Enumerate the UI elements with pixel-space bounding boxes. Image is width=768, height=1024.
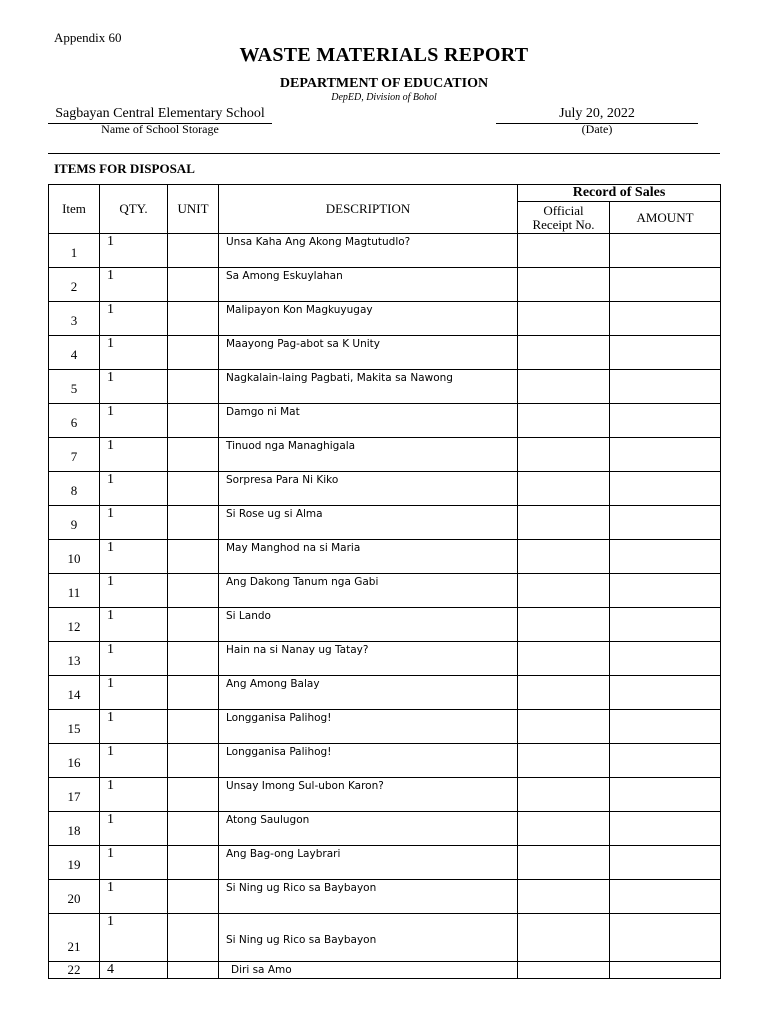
qty-cell: 1 bbox=[100, 642, 168, 676]
unit-cell bbox=[168, 812, 219, 846]
receipt-cell bbox=[518, 370, 610, 404]
amount-cell bbox=[610, 744, 721, 778]
qty-cell: 4 bbox=[100, 962, 168, 979]
section-title: ITEMS FOR DISPOSAL bbox=[54, 161, 195, 176]
table-row bbox=[49, 778, 721, 812]
description-cell: Si Lando bbox=[219, 608, 518, 642]
receipt-cell bbox=[518, 812, 610, 846]
qty-cell: 1 bbox=[100, 370, 168, 404]
receipt-cell bbox=[518, 846, 610, 880]
unit-cell bbox=[168, 846, 219, 880]
department-name: DEPARTMENT OF EDUCATION bbox=[279, 76, 489, 91]
receipt-cell bbox=[518, 540, 610, 574]
description-cell: Ang Dakong Tanum nga Gabi bbox=[219, 574, 518, 608]
unit-cell bbox=[168, 962, 219, 979]
item-cell: 19 bbox=[49, 846, 100, 880]
unit-cell bbox=[168, 472, 219, 506]
receipt-cell bbox=[518, 234, 610, 268]
receipt-cell bbox=[518, 608, 610, 642]
amount-cell bbox=[610, 506, 721, 540]
table-row bbox=[49, 540, 721, 574]
header-official-receipt-line2: Receipt No. bbox=[532, 216, 595, 232]
unit-cell bbox=[168, 506, 219, 540]
amount-cell bbox=[610, 812, 721, 846]
amount-cell bbox=[610, 336, 721, 370]
table-row bbox=[49, 404, 721, 438]
table-row bbox=[49, 710, 721, 744]
unit-cell bbox=[168, 778, 219, 812]
header-item: Item bbox=[49, 185, 100, 234]
unit-cell bbox=[168, 302, 219, 336]
qty-cell: 1 bbox=[100, 812, 168, 846]
unit-cell bbox=[168, 710, 219, 744]
description-cell: Ang Bag-ong Laybrari bbox=[219, 846, 518, 880]
receipt-cell bbox=[518, 880, 610, 914]
qty-cell: 1 bbox=[100, 404, 168, 438]
description-cell: Longganisa Palihog! bbox=[219, 710, 518, 744]
description-cell: Atong Saulugon bbox=[219, 812, 518, 846]
table-row bbox=[49, 336, 721, 370]
qty-cell: 1 bbox=[100, 846, 168, 880]
item-cell: 10 bbox=[49, 540, 100, 574]
amount-cell bbox=[610, 540, 721, 574]
item-cell: 9 bbox=[49, 506, 100, 540]
unit-cell bbox=[168, 370, 219, 404]
item-cell: 8 bbox=[49, 472, 100, 506]
item-cell: 13 bbox=[49, 642, 100, 676]
divider bbox=[48, 153, 720, 154]
header-description: DESCRIPTION bbox=[219, 185, 518, 234]
qty-cell: 1 bbox=[100, 336, 168, 370]
amount-cell bbox=[610, 404, 721, 438]
amount-cell bbox=[610, 608, 721, 642]
school-storage-label: Name of School Storage bbox=[101, 122, 219, 136]
header-amount: AMOUNT bbox=[610, 202, 721, 234]
amount-cell bbox=[610, 710, 721, 744]
receipt-cell bbox=[518, 710, 610, 744]
unit-cell bbox=[168, 880, 219, 914]
receipt-cell bbox=[518, 472, 610, 506]
description-cell: Si Rose ug si Alma bbox=[219, 506, 518, 540]
description-cell: Sa Among Eskuylahan bbox=[219, 268, 518, 302]
school-storage-value: Sagbayan Central Elementary School bbox=[48, 106, 272, 124]
receipt-cell bbox=[518, 438, 610, 472]
qty-cell: 1 bbox=[100, 608, 168, 642]
amount-cell bbox=[610, 472, 721, 506]
unit-cell bbox=[168, 608, 219, 642]
description-cell: Sorpresa Para Ni Kiko bbox=[219, 472, 518, 506]
qty-cell: 1 bbox=[100, 438, 168, 472]
table-row bbox=[49, 846, 721, 880]
description-cell: Si Ning ug Rico sa Baybayon bbox=[219, 880, 518, 914]
receipt-cell bbox=[518, 914, 610, 962]
table-row bbox=[49, 744, 721, 778]
table-row bbox=[49, 268, 721, 302]
table-row bbox=[49, 880, 721, 914]
receipt-cell bbox=[518, 302, 610, 336]
unit-cell bbox=[168, 914, 219, 962]
amount-cell bbox=[610, 438, 721, 472]
item-cell: 5 bbox=[49, 370, 100, 404]
report-title: WASTE MATERIALS REPORT bbox=[239, 44, 529, 66]
receipt-cell bbox=[518, 744, 610, 778]
item-cell: 14 bbox=[49, 676, 100, 710]
item-cell: 11 bbox=[49, 574, 100, 608]
description-cell: Hain na si Nanay ug Tatay? bbox=[219, 642, 518, 676]
receipt-cell bbox=[518, 962, 610, 979]
receipt-cell bbox=[518, 778, 610, 812]
header-official-receipt-line1: Official bbox=[543, 202, 584, 218]
amount-cell bbox=[610, 778, 721, 812]
unit-cell bbox=[168, 540, 219, 574]
table-row bbox=[49, 472, 721, 506]
header-record-of-sales: Record of Sales bbox=[518, 185, 721, 202]
description-cell: Longganisa Palihog! bbox=[219, 744, 518, 778]
amount-cell bbox=[610, 642, 721, 676]
receipt-cell bbox=[518, 676, 610, 710]
amount-cell bbox=[610, 676, 721, 710]
description-cell: Unsa Kaha Ang Akong Magtutudlo? bbox=[219, 234, 518, 268]
qty-cell: 1 bbox=[100, 472, 168, 506]
receipt-cell bbox=[518, 506, 610, 540]
description-cell: Ang Among Balay bbox=[219, 676, 518, 710]
qty-cell: 1 bbox=[100, 302, 168, 336]
description-cell: Nagkalain-laing Pagbati, Makita sa Nawong bbox=[219, 370, 518, 404]
disposal-table bbox=[48, 184, 721, 979]
date-value: July 20, 2022 bbox=[496, 106, 698, 124]
date-label: (Date) bbox=[581, 122, 613, 136]
qty-cell: 1 bbox=[100, 676, 168, 710]
amount-cell bbox=[610, 914, 721, 962]
qty-cell: 1 bbox=[100, 744, 168, 778]
description-cell: Tinuod nga Managhigala bbox=[219, 438, 518, 472]
qty-cell: 1 bbox=[100, 778, 168, 812]
table-row bbox=[49, 574, 721, 608]
item-cell: 6 bbox=[49, 404, 100, 438]
table-row bbox=[49, 914, 721, 962]
table-row bbox=[49, 234, 721, 268]
receipt-cell bbox=[518, 574, 610, 608]
item-cell: 22 bbox=[49, 962, 100, 979]
description-cell: Unsay Imong Sul-ubon Karon? bbox=[219, 778, 518, 812]
header-unit: UNIT bbox=[168, 185, 219, 234]
unit-cell bbox=[168, 234, 219, 268]
table-row bbox=[49, 962, 721, 979]
unit-cell bbox=[168, 336, 219, 370]
qty-cell: 1 bbox=[100, 880, 168, 914]
amount-cell bbox=[610, 302, 721, 336]
unit-cell bbox=[168, 268, 219, 302]
amount-cell bbox=[610, 370, 721, 404]
item-cell: 3 bbox=[49, 302, 100, 336]
item-cell: 4 bbox=[49, 336, 100, 370]
amount-cell bbox=[610, 574, 721, 608]
unit-cell bbox=[168, 642, 219, 676]
receipt-cell bbox=[518, 336, 610, 370]
table-row bbox=[49, 506, 721, 540]
qty-cell: 1 bbox=[100, 914, 168, 962]
division-name: DepED, Division of Bohol bbox=[331, 92, 437, 103]
description-cell: Malipayon Kon Magkuyugay bbox=[219, 302, 518, 336]
item-cell: 2 bbox=[49, 268, 100, 302]
unit-cell bbox=[168, 438, 219, 472]
description-cell: Diri sa Amo bbox=[219, 962, 518, 979]
appendix-label: Appendix 60 bbox=[54, 30, 122, 45]
receipt-cell bbox=[518, 642, 610, 676]
qty-cell: 1 bbox=[100, 268, 168, 302]
table-row bbox=[49, 812, 721, 846]
item-cell: 12 bbox=[49, 608, 100, 642]
unit-cell bbox=[168, 404, 219, 438]
item-cell: 18 bbox=[49, 812, 100, 846]
description-cell: May Manghod na si Maria bbox=[219, 540, 518, 574]
amount-cell bbox=[610, 880, 721, 914]
unit-cell bbox=[168, 574, 219, 608]
unit-cell bbox=[168, 744, 219, 778]
item-cell: 20 bbox=[49, 880, 100, 914]
table-row bbox=[49, 676, 721, 710]
receipt-cell bbox=[518, 404, 610, 438]
amount-cell bbox=[610, 268, 721, 302]
item-cell: 7 bbox=[49, 438, 100, 472]
amount-cell bbox=[610, 962, 721, 979]
amount-cell bbox=[610, 846, 721, 880]
receipt-cell bbox=[518, 268, 610, 302]
unit-cell bbox=[168, 676, 219, 710]
table-row bbox=[49, 608, 721, 642]
qty-cell: 1 bbox=[100, 710, 168, 744]
header-official-receipt bbox=[518, 202, 610, 234]
table-row bbox=[49, 302, 721, 336]
table-row bbox=[49, 438, 721, 472]
qty-cell: 1 bbox=[100, 506, 168, 540]
description-cell: Si Ning ug Rico sa Baybayon bbox=[219, 914, 518, 962]
header-qty: QTY. bbox=[100, 185, 168, 234]
description-cell: Damgo ni Mat bbox=[219, 404, 518, 438]
qty-cell: 1 bbox=[100, 574, 168, 608]
qty-cell: 1 bbox=[100, 234, 168, 268]
item-cell: 21 bbox=[49, 914, 100, 962]
qty-cell: 1 bbox=[100, 540, 168, 574]
item-cell: 17 bbox=[49, 778, 100, 812]
description-cell: Maayong Pag-abot sa K Unity bbox=[219, 336, 518, 370]
amount-cell bbox=[610, 234, 721, 268]
table-row bbox=[49, 370, 721, 404]
table-row bbox=[49, 642, 721, 676]
item-cell: 15 bbox=[49, 710, 100, 744]
item-cell: 1 bbox=[49, 234, 100, 268]
item-cell: 16 bbox=[49, 744, 100, 778]
